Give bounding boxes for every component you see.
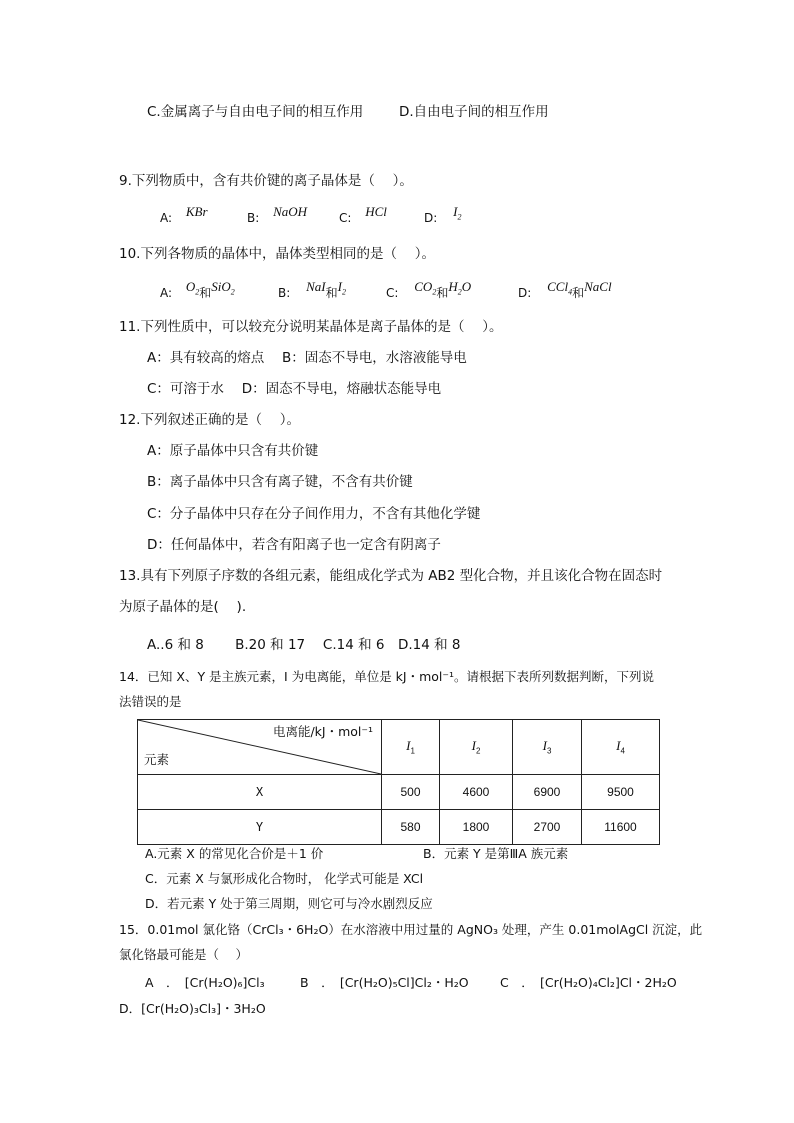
q11-options-line2: C：可溶于水 D：固态不导电，熔融状态能导电 [147,381,442,397]
q10-option-b [278,279,346,308]
q13-options: A..6 和 8 B.20 和 17 C.14 和 6 D.14 和 8 [147,637,461,653]
q9-options [160,204,208,227]
q12-option-d: D：任何晶体中，若含有阳离子也一定含有阴离子 [147,537,441,553]
q15-option-d: D．[Cr(H₂O)₃Cl₃]・3H₂O [119,1001,266,1016]
q14-option-a: A.元素 X 的常见化合价是＋1 价 [145,846,324,861]
q8-option-c: C.金属离子与自由电子间的相互作用 [147,104,364,120]
q15-stem-line1: 15．0.01mol 氯化铬（CrCl₃・6H₂O）在水溶液中用过量的 AgNO₃ 处理，产生 0.01molAgCl 沉淀，此 [119,922,703,937]
q10-b-label: B: [278,286,291,300]
col-header-i2: $I_2$ [440,720,513,775]
row-element-x: X [138,775,382,810]
q14-option-c: C．元素 X 与氯形成化合物时， 化学式可能是 XCl [145,871,424,886]
q12-stem: 12.下列叙述正确的是（ ）。 [119,412,301,428]
q15-option-a: A ． [Cr(H₂O)₆]Cl₃ [145,975,265,990]
table-row [138,810,660,845]
cell-y-i3: 2700 [513,810,582,845]
q14-option-b: B．元素 Y 是第ⅢA 族元素 [423,846,569,861]
q13-stem-line2: 为原子晶体的是( ). [119,599,247,615]
q15-option-b: B ． [Cr(H₂O)₅Cl]Cl₂・H₂O [300,975,469,990]
q9-b-value: NaOH [273,204,308,219]
q15-stem-line2: 氯化铬最可能是（ ） [119,947,248,962]
cell-y-i2: 1800 [440,810,513,845]
table-diagonal-header-cell [138,720,382,775]
q12-option-b: B：离子晶体中只含有离子键，不含有共价键 [147,474,413,490]
cell-x-i2: 4600 [440,775,513,810]
q10-a-label: A: [160,286,173,300]
q10-c-label: C: [386,286,399,300]
q10-c-value: $CO_2$和$H_2O$ [414,279,472,300]
col-header-i4: $I_4$ [582,720,660,775]
q8-option-d: D.自由电子间的相互作用 [399,104,549,120]
q12-option-a: A：原子晶体中只含有共价键 [147,443,319,459]
ionization-energy-table [137,719,660,845]
q9-option-d [424,204,462,233]
header-element: 元素 [144,752,170,767]
table-header-row [138,720,660,775]
q13-stem-line1: 13.具有下列原子序数的各组元素，能组成化学式为 AB2 型化合物，并且该化合物在固态时 [119,568,663,584]
q10-b-value: NaI和$I_2$ [306,279,346,300]
q10-option-c [386,279,472,308]
q9-d-value: $I_2$ [453,204,462,222]
col-header-i3: $I_3$ [513,720,582,775]
q9-c-value: HCl [365,204,387,219]
cell-x-i3: 6900 [513,775,582,810]
q15-option-c: C ． [Cr(H₂O)₄Cl₂]Cl・2H₂O [500,975,677,990]
q9-a-label: A: [160,211,173,225]
q11-options-line1: A：具有较高的熔点 B：固态不导电，水溶液能导电 [147,350,467,366]
q9-option-b [247,204,308,227]
q14-option-d: D．若元素 Y 处于第三周期，则它可与冷水剧烈反应 [145,896,433,911]
q14-stem-line1: 14．已知 X、Y 是主族元素，I 为电离能，单位是 kJ・mol⁻¹。请根据下表所列数据判断，下列说 [119,669,655,684]
q10-d-label: D: [518,286,532,300]
row-element-y: Y [138,810,382,845]
q9-stem: 9.下列物质中，含有共价键的离子晶体是（ ）。 [119,173,413,189]
col-header-i1: $I_1$ [382,720,440,775]
q14-stem-line2: 法错误的是 [119,694,182,709]
q9-b-label: B: [247,211,260,225]
table-row [138,775,660,810]
q10-option-a [160,279,235,308]
q12-option-c: C：分子晶体中只存在分子间作用力，不含有其他化学键 [147,506,481,522]
header-ionization-energy: 电离能/kJ・mol⁻¹ [272,724,373,739]
q9-option-c [339,204,387,227]
cell-y-i4: 11600 [582,810,660,845]
q9-c-label: C: [339,211,352,225]
q10-a-value: $O_2$和SiO$_2$ [185,279,235,300]
cell-y-i1: 580 [382,810,440,845]
q11-stem: 11.下列性质中，可以较充分说明某晶体是离子晶体的是（ ）。 [119,319,503,335]
cell-x-i1: 500 [382,775,440,810]
q9-d-label: D: [424,211,438,225]
q10-stem: 10.下列各物质的晶体中，晶体类型相同的是（ ）。 [119,246,436,262]
cell-x-i4: 9500 [582,775,660,810]
q9-a-value: KBr [185,204,208,219]
q10-option-d [518,279,612,308]
q10-d-value: CCl$_4$和NaCl [547,279,612,300]
